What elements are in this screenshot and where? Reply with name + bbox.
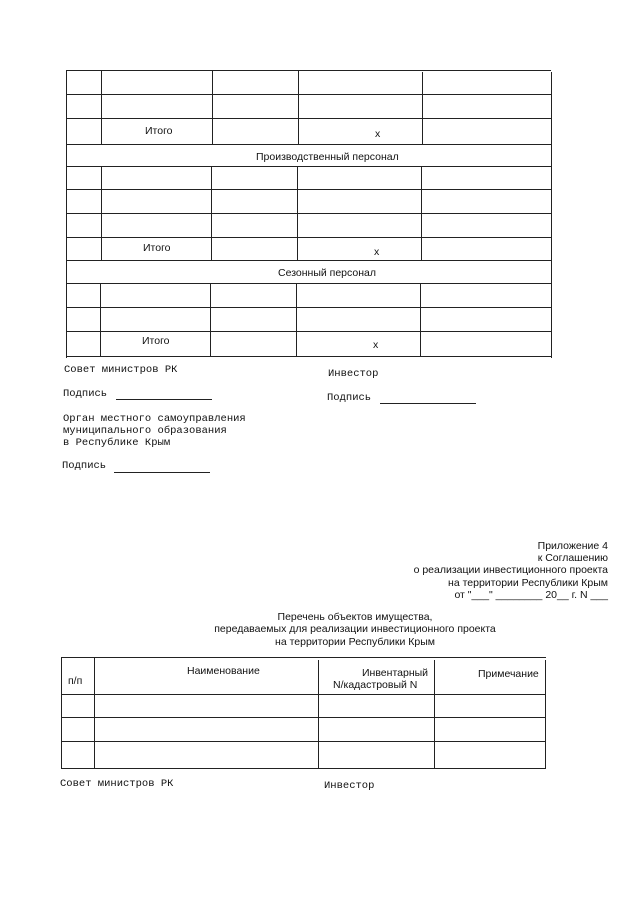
table-col-line <box>101 70 102 144</box>
table-row-line <box>66 283 551 284</box>
table-col-line <box>210 283 211 356</box>
appendix-line: на территории Республики Крым <box>448 576 608 589</box>
table-col-line <box>296 283 297 356</box>
total-label: Итого <box>143 242 171 254</box>
column-header-inventory: Инвентарный <box>362 667 429 679</box>
table-row-line <box>66 70 551 71</box>
signature-line <box>114 462 210 473</box>
column-header-inventory: N/кадастровый N <box>333 679 418 691</box>
table-col-line <box>100 283 101 356</box>
council-label: Совет министров РК <box>64 364 178 376</box>
signature-label: Подпись <box>63 388 108 400</box>
local-gov-label: Орган местного самоуправления <box>63 413 246 425</box>
table-col-line <box>101 166 102 260</box>
column-header-number: п/п <box>68 675 83 687</box>
table-row-line <box>66 356 551 357</box>
table-row-line <box>66 166 551 167</box>
table-row-line <box>61 741 546 742</box>
list-title <box>160 611 550 648</box>
column-header-name: Наименование <box>187 665 260 677</box>
x-mark: x <box>375 128 381 140</box>
signature-line <box>116 389 212 400</box>
table-col-line <box>318 660 319 768</box>
table-row-line <box>61 694 546 695</box>
table-row-line <box>61 657 546 658</box>
table-row-line <box>66 260 551 261</box>
total-label: Итого <box>145 125 173 137</box>
table-border <box>545 660 546 768</box>
appendix-line: от "___" ________ 20__ г. N ___ <box>454 588 608 601</box>
signature-label: Подпись <box>62 460 107 472</box>
signature-line <box>380 393 476 404</box>
investor-label: Инвестор <box>328 368 379 380</box>
list-title-line: передаваемых для реализации инвестиционного проекта <box>214 623 496 636</box>
table-border <box>551 72 552 358</box>
investor-label: Инвестор <box>324 780 375 792</box>
table-col-line <box>297 166 298 260</box>
total-label: Итого <box>142 335 170 347</box>
column-header-note: Примечание <box>478 668 539 680</box>
section-title-production: Производственный персонал <box>256 151 399 163</box>
table-row-line <box>61 717 546 718</box>
appendix-header <box>348 540 608 601</box>
table-row-line <box>66 237 551 238</box>
table-col-line <box>421 166 422 260</box>
x-mark: x <box>374 246 380 258</box>
local-gov-label: в Республике Крым <box>63 437 171 449</box>
list-title-line: на территории Республики Крым <box>275 635 435 648</box>
table-border <box>61 657 62 768</box>
local-gov-label: муниципального образования <box>63 425 227 437</box>
table-col-line <box>212 70 213 144</box>
table-row-line <box>66 189 551 190</box>
table-row-line <box>66 213 551 214</box>
table-row-line <box>66 331 551 332</box>
appendix-line: к Соглашению <box>537 552 608 565</box>
table-col-line <box>422 72 423 144</box>
section-title-seasonal: Сезонный персонал <box>278 267 376 279</box>
council-label: Совет министров РК <box>60 778 174 790</box>
table-col-line <box>420 283 421 356</box>
table-row-line <box>66 118 551 119</box>
table-row-line <box>66 307 551 308</box>
appendix-line: о реализации инвестиционного проекта <box>413 564 608 577</box>
table-row-line <box>66 144 551 145</box>
appendix-line: Приложение 4 <box>537 540 608 552</box>
signature-label: Подпись <box>327 392 372 404</box>
table-row-line <box>61 768 546 769</box>
table-col-line <box>298 70 299 144</box>
table-col-line <box>94 657 95 768</box>
list-title-line: Перечень объектов имущества, <box>277 611 433 623</box>
table-row-line <box>66 94 551 95</box>
table-border <box>66 70 67 358</box>
table-col-line <box>434 660 435 768</box>
x-mark: x <box>373 339 379 351</box>
table-col-line <box>211 166 212 260</box>
